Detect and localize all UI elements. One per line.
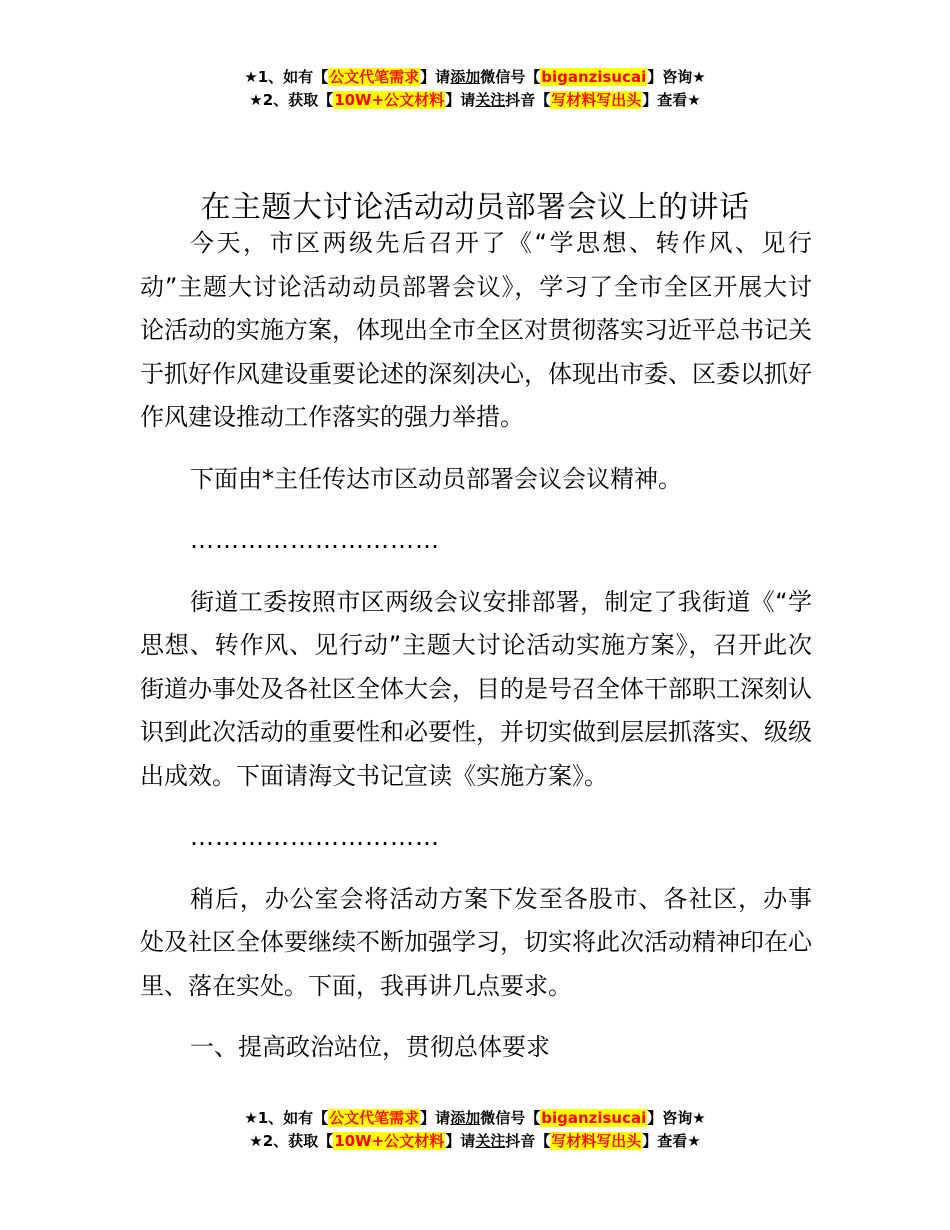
banner-highlight: 公文代笔需求	[329, 1109, 420, 1127]
banner-highlight: 公文代笔需求	[329, 68, 420, 86]
banner-text: 】请	[420, 1109, 451, 1127]
banner-highlight: 写材料写出头	[551, 91, 642, 109]
banner-text: 】查看★	[642, 91, 701, 109]
banner-underlined-text: 关注	[475, 91, 506, 109]
banner-underlined-text: 关注	[475, 1132, 506, 1150]
banner-text: 微信号【	[480, 68, 541, 86]
banner-underlined-text: 添加	[450, 68, 481, 86]
banner-text: 】请	[420, 68, 451, 86]
banner-highlight: 10W+公文材料	[334, 1132, 445, 1150]
ellipsis-separator: …………………………	[190, 823, 440, 851]
footer-banner	[0, 1107, 950, 1153]
banner-highlight: biganzisucai	[541, 1109, 647, 1127]
banner-text: 抖音【	[505, 1132, 551, 1150]
banner-underlined-text: 添加	[450, 1109, 481, 1127]
banner-text: ★2、获取【	[249, 91, 334, 109]
document-body	[140, 222, 812, 1088]
banner-text: 】咨询★	[647, 68, 706, 86]
banner-text: 抖音【	[505, 91, 551, 109]
banner-line-1	[0, 1107, 950, 1130]
banner-text: ★2、获取【	[249, 1132, 334, 1150]
ellipsis-separator: …………………………	[190, 526, 440, 554]
banner-text: 】请	[445, 1132, 476, 1150]
paragraph-opening: 今天，市区两级先后召开了《“学思想、转作风、见行动”主题大讨论活动动员部署会议》，学习了全市全区开展大讨论活动的实施方案，体现出全市全区对贯彻落实习近平总书记关于抓好作风建设重要论述的深刻决心，体现出市委、区委以抓好作风建设推动工作落实的强力举措。	[140, 229, 812, 431]
banner-highlight: biganzisucai	[541, 68, 647, 86]
banner-line-1	[0, 66, 950, 89]
header-banner	[0, 66, 950, 112]
banner-line-2	[0, 1130, 950, 1153]
banner-text: 】咨询★	[647, 1109, 706, 1127]
banner-text: ★1、如有【	[244, 1109, 329, 1127]
banner-text: ★1、如有【	[244, 68, 329, 86]
paragraph-plan: 街道工委按照市区两级会议安排部署，制定了我街道《“学思想、转作风、见行动”主题大讨论活动实施方案》，召开此次街道办事处及各社区全体大会，目的是号召全体干部职工深刻认识到此次活动的重要性和必要性，并切实做到层层抓落实、级级出成效。下面请海文书记宣读《实施方案》。	[140, 587, 812, 790]
document-title: 在主题大讨论活动动员部署会议上的讲话	[200, 190, 750, 226]
banner-highlight: 10W+公文材料	[334, 91, 445, 109]
banner-text: 微信号【	[480, 1109, 541, 1127]
banner-line-2	[0, 89, 950, 112]
banner-text: 】查看★	[642, 1132, 701, 1150]
banner-highlight: 写材料写出头	[551, 1132, 642, 1150]
banner-text: 】请	[445, 91, 476, 109]
paragraph-transmission: 下面由*主任传达市区动员部署会议会议精神。	[190, 464, 682, 493]
paragraph-requirements: 稍后，办公室会将活动方案下发至各股市、各社区，办事处及社区全体要继续不断加强学习，切实将此次活动精神印在心里、落在实处。下面，我再讲几点要求。	[140, 884, 812, 1000]
section-heading: 一、提高政治站位，贯彻总体要求	[190, 1033, 550, 1061]
